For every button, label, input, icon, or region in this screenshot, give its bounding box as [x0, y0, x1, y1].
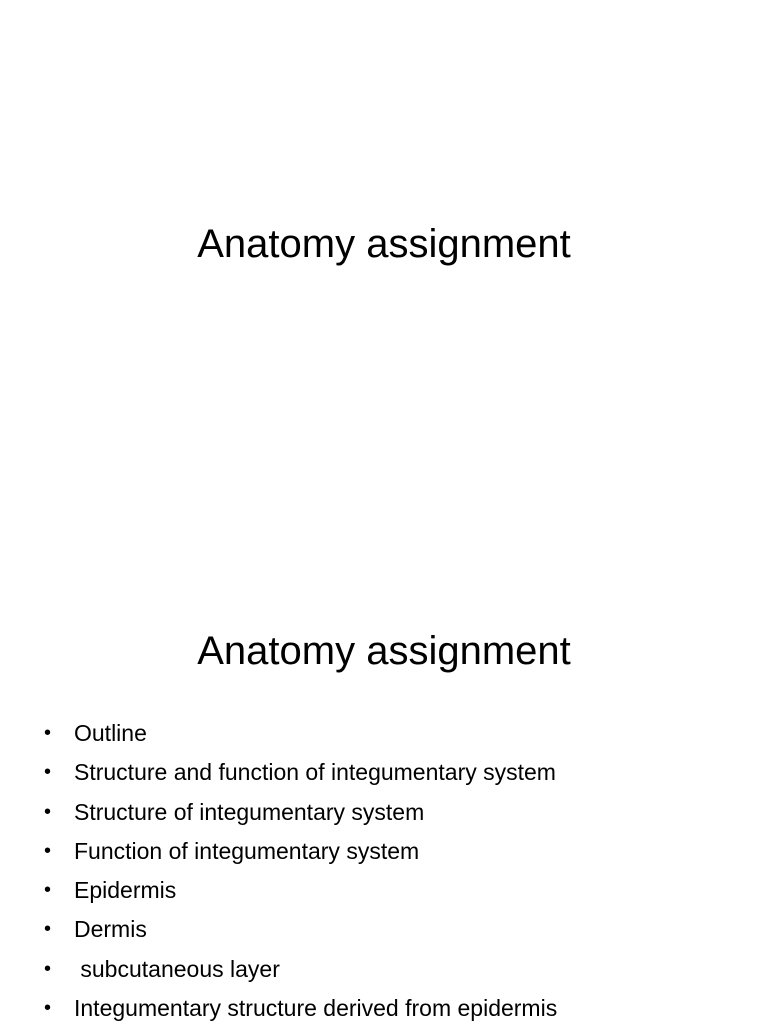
bullet-icon: •: [44, 761, 52, 784]
bullet-icon: •: [44, 722, 52, 744]
bullet-icon: •: [44, 839, 52, 862]
list-item-text: Epidermis: [74, 877, 177, 904]
list-item: [44, 954, 744, 993]
list-item-text: Structure of integumentary system: [74, 798, 425, 825]
list-item-text: subcutaneous layer: [74, 955, 280, 982]
slide-title: Anatomy assignment: [197, 222, 571, 266]
list-item: [44, 757, 744, 796]
bullet-icon: •: [44, 879, 52, 902]
list-item-text: Dermis: [74, 916, 147, 943]
list-item: [44, 993, 744, 1032]
bullet-icon: •: [44, 957, 52, 980]
bullet-icon: •: [44, 800, 52, 823]
bullet-icon: •: [44, 918, 52, 941]
list-item-text: Outline: [74, 720, 147, 746]
bullet-list: [44, 718, 744, 1032]
bullet-icon: •: [44, 997, 52, 1020]
list-item: [44, 836, 744, 875]
list-item: [44, 875, 744, 914]
slide-title: Anatomy assignment: [197, 629, 571, 673]
list-item-text: Structure and function of integumentary system: [74, 759, 556, 786]
content-slide: [0, 576, 768, 1024]
list-item-text: Function of integumentary system: [74, 837, 420, 864]
list-item: [44, 718, 744, 757]
list-item-text: Integumentary structure derived from epidermis: [74, 995, 558, 1022]
list-item: [44, 914, 744, 953]
list-item: [44, 797, 744, 836]
